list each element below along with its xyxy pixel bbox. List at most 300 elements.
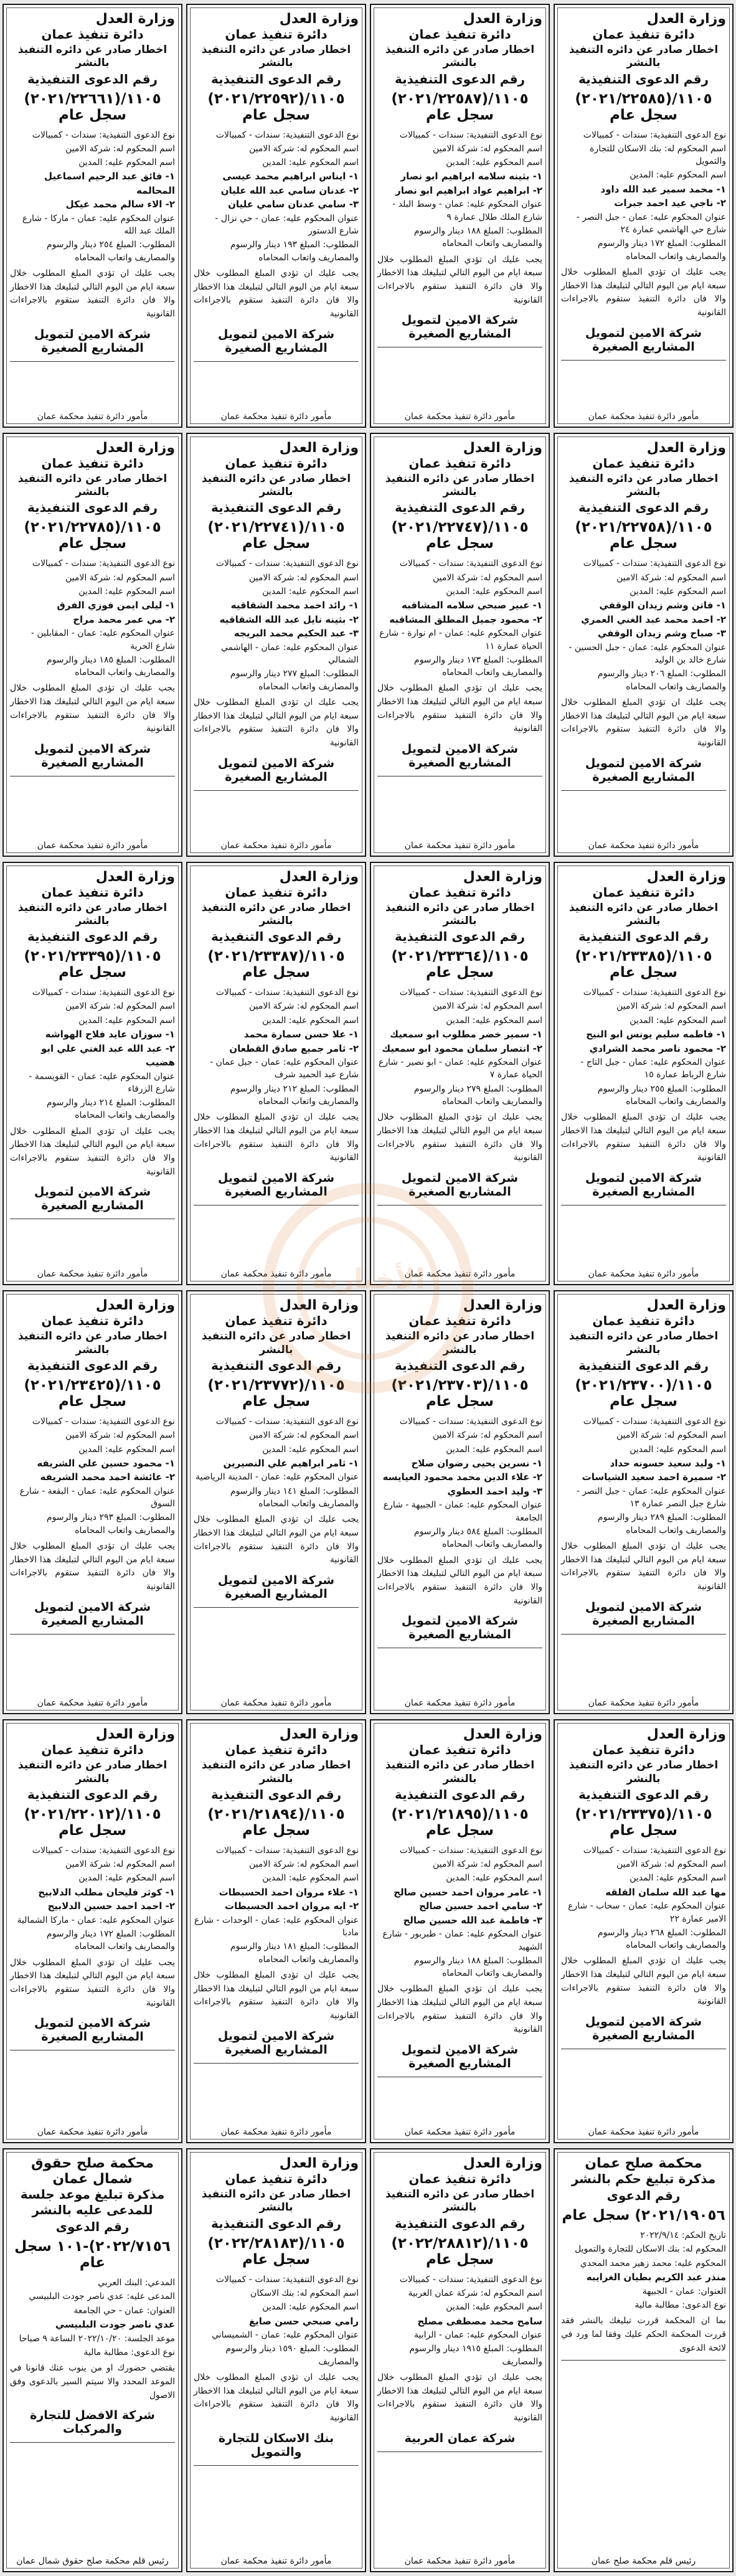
case-type-line: نوع الدعوى التنفيذية: سندات - كمبيالات — [399, 988, 542, 998]
party-name: ١- سمير خضر مطلوب ابو سمعيك — [390, 1029, 542, 1040]
company-name: شركة الامين لتمويل المشاريع الصغيرة — [401, 2043, 519, 2071]
ministry-title: وزارة العدل — [279, 11, 359, 27]
address-line: عنوان المحكوم عليه: عمان - الرابية — [413, 2330, 542, 2341]
decision-title: اخطار صادر عن دائره التنفيذ بالنشر — [569, 472, 719, 499]
department-title: دائرة تنفيذ عمان — [592, 455, 695, 471]
case-label: رقم الدعوى التنفيذية — [210, 71, 342, 87]
address-line: عنوان المحكوم عليه: عمان - جبل عمان - شارع عبد الحميد شرف — [209, 1057, 359, 1080]
decision-title: اخطار صادر عن دائره التنفيذ بالنشر — [201, 1759, 351, 1785]
decision-title: اخطار صادر عن دائره التنفيذ بالنشر — [17, 1759, 167, 1785]
judgment-for-line: اسم المحكوم له: شركة الامين — [432, 143, 542, 154]
case-number: ١١٠٥/(٢٠٢١/٢٢٦٦١) سجل عام — [24, 90, 161, 123]
department-title: دائرة تنفيذ عمان — [408, 1742, 511, 1758]
address-line: عنوان المحكوم عليه: عمان - الجبيهة - شارع الجامعة — [383, 1500, 542, 1523]
divider — [10, 2442, 175, 2443]
case-label: رقم الدعوى التنفيذية — [27, 1786, 158, 1802]
notice-body: يجب عليك ان تؤدي المبلغ المطلوب خلال سبعة ايام من اليوم التالي لتبليغك هذا الاخطار والا فان دائرة التنفيذ ستقوم بالاجراءات القانونية — [561, 267, 726, 318]
notice-footer: رئيس قلم محكمة صلح عمان — [591, 2555, 696, 2566]
ministry-title: وزارة العدل — [463, 869, 542, 885]
case-type-line: نوع الدعوى التنفيذية: سندات - كمبيالات — [215, 988, 359, 998]
amount-line: المطلوب: المبلغ ١٨٨ دينار والرسوم والمصاريف واتعاب المحاماه — [413, 1955, 542, 1979]
party-name: ٣- فاطمة عبد الله حسين صالح — [403, 1914, 542, 1926]
company-name: شركة الامين لتمويل المشاريع الصغيرة — [401, 1614, 519, 1642]
ministry-title: وزارة العدل — [279, 2156, 359, 2172]
notice-box — [186, 4, 366, 428]
judgment-for-line: اسم المحكوم له: شركة الامين — [248, 1001, 359, 1012]
party-name: ٢- احمد احمد حسين الدلابيح — [47, 1900, 175, 1912]
case-type-line: نوع الدعوى التنفيذية: سندات - كمبيالات — [215, 1416, 359, 1427]
amount-line: المطلوب: المبلغ ١٨٨ دينار والرسوم والمصاريف واتعاب المحاماه — [413, 225, 542, 249]
ministry-title: وزارة العدل — [279, 1298, 359, 1314]
judgment-for-line: اسم المحكوم له: شركة الامين — [432, 572, 542, 583]
notice-box — [370, 1719, 550, 2143]
company-name: شركة الامين لتمويل المشاريع الصغيرة — [585, 756, 702, 784]
parties-list — [377, 1885, 542, 1928]
judgment-against-line: اسم المحكوم عليه: المدين — [630, 1444, 726, 1455]
department-title: دائرة تنفيذ عمان — [408, 884, 511, 900]
ministry-title: وزارة العدل — [646, 1727, 726, 1743]
notice-body: يجب عليك ان تؤدي المبلغ المطلوب خلال سبعة ايام من اليوم التالي لتبليغك هذا الاخطار والا فان دائرة التنفيذ ستقوم بالاجراءات القانونية — [561, 1112, 726, 1163]
notice-footer: مأمور دائرة تنفيذ محكمة عمان — [220, 2555, 332, 2566]
party-name: ١- محمد سمير عبد الله داود — [600, 183, 726, 195]
party-name: ١- رائد احمد محمد الشقاقيه — [230, 600, 359, 611]
notice-body: يجب عليك ان تؤدي المبلغ المطلوب خلال سبعة ايام من اليوم التالي لتبليغك هذا الاخطار والا فان دائرة التنفيذ ستقوم بالاجراءات القانونية — [194, 1112, 359, 1163]
party-name: ٢- عبد الله عبد الغني علي ابو هضيب — [40, 1042, 175, 1069]
case-type-line: نوع الدعوى التنفيذية: سندات - كمبيالات — [215, 130, 359, 140]
case-label: رقم الدعوى التنفيذية — [394, 2215, 526, 2231]
judgment-against-line: اسم المحكوم عليه: المدين — [262, 1015, 359, 1026]
notice-box — [554, 4, 734, 428]
judgment-against-line: اسم المحكوم عليه: المدين — [262, 158, 359, 168]
notice-footer: مأمور دائرة تنفيذ محكمة عمان — [404, 2127, 516, 2138]
department-title: دائرة تنفيذ عمان — [41, 455, 144, 471]
amount-line: المطلوب: المبلغ ٢٥٤ دينار والرسوم والمصاريف واتعاب المحاماه — [46, 240, 175, 263]
notice-box — [2, 1290, 182, 1714]
address-line: عنوان المحكوم عليه: عمان - جبل الحسين - شارع خالد بن الوليد — [569, 642, 726, 666]
notice-body: يجب عليك ان تؤدي المبلغ المطلوب خلال سبعة ايام من اليوم التالي لتبليغك هذا الاخطار والا فان دائرة التنفيذ ستقوم بالاجراءات القانونية — [561, 1541, 726, 1592]
case-label: رقم الدعوى التنفيذية — [578, 500, 709, 516]
judgment-for-line: اسم المحكوم له: شركة الامين — [65, 572, 175, 583]
decision-title: اخطار صادر عن دائره التنفيذ بالنشر — [385, 1330, 535, 1356]
notice-box — [2, 1719, 182, 2143]
parties-list — [561, 1027, 726, 1055]
address-line: عنوان المحكوم عليه: عمان - الوحدات - شارع مادبا — [194, 1915, 359, 1938]
ministry-title: محكمة صلح حقوق شمال عمان — [31, 2156, 154, 2187]
address-line: موعد الجلسة: ٢٠٢٢/١٠/٢٠ الساعة ٩ صباحا — [19, 2333, 175, 2344]
decision-title: اخطار صادر عن دائره التنفيذ بالنشر — [385, 44, 535, 70]
notice-body: يجب عليك ان تؤدي المبلغ المطلوب خلال سبعة ايام من اليوم التالي لتبليغك هذا الاخطار والا فان دائرة التنفيذ ستقوم بالاجراءات القانونية — [377, 683, 542, 734]
address-line: عنوان المحكوم عليه: عمان - ماركا الشمالية — [17, 1915, 175, 1925]
amount-line: المطلوب: المبلغ ٢١٤ دينار والرسوم والمصاريف واتعاب المحاماه — [46, 1098, 175, 1121]
parties-list — [377, 169, 542, 197]
notice-body: يجب عليك ان تؤدي المبلغ المطلوب خلال سبعة ايام من اليوم التالي لتبليغك هذا الاخطار والا فان دائرة التنفيذ ستقوم بالاجراءات القانونية — [561, 697, 726, 748]
case-number: ١١٠٥/(٢٠٢١/٢٢٧٥٨) سجل عام — [575, 519, 712, 552]
case-label: رقم الدعوى التنفيذية — [394, 1357, 526, 1373]
department-title: دائرة تنفيذ عمان — [225, 1313, 328, 1329]
case-number: ١١٠٥/(٢٠٢٢/٢٨٨١٢) سجل عام — [391, 2235, 529, 2268]
case-label: رقم الدعوى التنفيذية — [210, 929, 342, 945]
notice-footer: مأمور دائرة تنفيذ محكمة عمان — [404, 2555, 516, 2566]
decision-title: اخطار صادر عن دائره التنفيذ بالنشر — [385, 1759, 535, 1785]
notice-footer: مأمور دائرة تنفيذ محكمة عمان — [404, 1698, 516, 1709]
case-type-line: نوع الدعوى التنفيذية: سندات - كمبيالات — [32, 1845, 175, 1856]
ministry-title: وزارة العدل — [95, 1727, 175, 1743]
notice-footer: مأمور دائرة تنفيذ محكمة عمان — [220, 411, 332, 422]
party-name: ١- عامر مروان احمد حسين صالح — [394, 1886, 542, 1898]
company-name: شركة الامين لتمويل المشاريع الصغيرة — [401, 313, 519, 341]
department-title: دائرة تنفيذ عمان — [408, 27, 511, 42]
case-type-line: نوع الدعوى التنفيذية: سندات - كمبيالات — [215, 1845, 359, 1856]
ministry-title: وزارة العدل — [279, 869, 359, 885]
address-line: عنوان المحكوم عليه: عمان - المدينة الرياضية — [196, 1472, 359, 1483]
decision-title: اخطار صادر عن دائره التنفيذ بالنشر — [569, 44, 719, 70]
parties-list — [10, 1456, 175, 1484]
decision-title: اخطار صادر عن دائره التنفيذ بالنشر — [569, 1759, 719, 1785]
parties-list — [377, 1027, 542, 1055]
case-number: ١١٠٥/(٢٠٢١/٢٣٣٨٧) سجل عام — [207, 948, 345, 981]
notice-body: يجب عليك ان تؤدي المبلغ المطلوب خلال سبعة ايام من اليوم التالي لتبليغك هذا الاخطار والا فان دائرة التنفيذ ستقوم بالاجراءات القانونية — [10, 1541, 175, 1592]
party-name: ٢- مي عمر محمد مراح — [73, 613, 175, 625]
judgment-for-line: اسم المحكوم له: شركة الامين — [65, 1430, 175, 1441]
party-name: ١- ليلى ايمن فوزي الفرق — [57, 600, 175, 611]
department-title: دائرة تنفيذ عمان — [408, 2171, 511, 2187]
party-name: ١- علاء مروان احمد الحسبطات — [219, 1886, 359, 1898]
party-name: ١- ثامر ابراهيم علي النصيرين — [223, 1457, 359, 1469]
notice-body: يجب عليك ان تؤدي المبلغ المطلوب خلال سبعة ايام من اليوم التالي لتبليغك هذا الاخطار والا فان دائرة التنفيذ ستقوم بالاجراءات القانونية — [194, 2372, 359, 2423]
department-title: دائرة تنفيذ عمان — [408, 455, 511, 471]
notice-box — [186, 2148, 366, 2572]
divider — [561, 360, 726, 361]
judgment-for-line: اسم المحكوم له: بنك الاسكان — [250, 2288, 359, 2298]
decision-title: اخطار صادر عن دائره التنفيذ بالنشر — [17, 44, 167, 70]
judgment-against-line: اسم المحكوم عليه: المدين — [446, 1444, 542, 1455]
party-name: رامي صبحي حسن صايغ — [248, 2315, 359, 2327]
ministry-title: وزارة العدل — [279, 1727, 359, 1743]
party-name: ٢- انتصار سلمان محمود ابو سمعيك — [382, 1042, 542, 1054]
notice-box — [554, 433, 734, 857]
case-label: رقم الدعوى التنفيذية — [210, 1786, 342, 1802]
case-label: رقم الدعوى التنفيذية — [394, 71, 526, 87]
notice-body: يجب عليك ان تؤدي المبلغ المطلوب خلال سبعة ايام من اليوم التالي لتبليغك هذا الاخطار والا فان دائرة التنفيذ ستقوم بالاجراءات القانونية — [194, 697, 359, 748]
amount-line: المطلوب: المبلغ ١٩٣ دينار والرسوم والمصاريف واتعاب المحاماه — [230, 240, 359, 263]
parties-list — [561, 1456, 726, 1484]
parties-list — [194, 1456, 359, 1471]
notice-box — [2, 433, 182, 857]
judgment-against-line: اسم المحكوم عليه: المدين — [78, 1444, 175, 1455]
divider — [194, 361, 359, 362]
case-number: ١١٠٥/(٢٠٢١/٢٣٣٨٥) سجل عام — [575, 948, 712, 981]
party-name: ٢- ايه مروان احمد الحسبطات — [225, 1900, 359, 1912]
party-name: ٣- سامي عدنان سامي عليان — [228, 199, 359, 210]
notice-footer: مأمور دائرة تنفيذ محكمة عمان — [220, 840, 332, 851]
parties-list — [194, 2314, 359, 2329]
address-line: العنوان: عمان - الجبيهة — [642, 2286, 726, 2296]
amount-line: المطلوب: المبلغ ١٩١٥ دينار والرسوم والمصاريف — [409, 2344, 542, 2367]
address-line: عنوان المحكوم عليه: عمان - ابو نصير - شارع الحياة عمارة ٧ — [378, 1057, 542, 1080]
case-label: رقم الدعوى — [606, 2188, 681, 2204]
judgment-for-line: اسم المحكوم له: شركة الامين — [248, 572, 359, 583]
judgment-against-line: اسم المحكوم عليه: المدين — [446, 586, 542, 597]
case-number: ١١٠٥/(٢٠٢١/٢٣٤٢٥) سجل عام — [24, 1377, 161, 1410]
decision-title: اخطار صادر عن دائره التنفيذ بالنشر — [385, 901, 535, 927]
judgment-for-line: المدعى عليه: عدي ناصر جودت البلبيسي — [29, 2291, 175, 2302]
company-name: شركة عمان العربية — [404, 2431, 516, 2445]
decision-title: اخطار صادر عن دائره التنفيذ بالنشر — [569, 901, 719, 927]
judgment-for-line: اسم المحكوم له: شركة عمان العربية — [408, 2288, 542, 2298]
company-name: شركة الامين لتمويل المشاريع الصغيرة — [217, 327, 335, 355]
case-label: رقم الدعوى التنفيذية — [27, 929, 158, 945]
department-title: دائرة تنفيذ عمان — [41, 884, 144, 900]
parties-list — [10, 1885, 175, 1913]
judgment-against-line: اسم المحكوم عليه: المدين — [262, 586, 359, 597]
divider — [561, 790, 726, 791]
parties-list — [561, 598, 726, 641]
department-title: دائرة تنفيذ عمان — [225, 1742, 328, 1758]
case-number: ١١٠٥/(٢٠٢١/٢٢٧٤٧) سجل عام — [391, 519, 529, 552]
address-line: عنوان المحكوم عليه: عمان - حي نزال - شارع الدستور — [215, 213, 359, 237]
judgment-against-line: اسم المحكوم عليه: المدين — [630, 1015, 726, 1026]
ministry-title: وزارة العدل — [95, 1298, 175, 1314]
case-label: رقم الدعوى التنفيذية — [210, 500, 342, 516]
case-number: ١١٠٥/(٢٠٢١/٢٣٣٧٥) سجل عام — [575, 1806, 712, 1839]
amount-line: المطلوب: المبلغ ٢٩٣ دينار والرسوم والمصاريف واتعاب المحاماه — [46, 1512, 175, 1536]
case-label: رقم الدعوى التنفيذية — [210, 1357, 342, 1373]
party-name: عدي ناصر جودت البلبيسي — [55, 2319, 175, 2331]
divider — [561, 2360, 726, 2361]
party-name: ١- محمود حسين علي الشريفه — [37, 1457, 175, 1469]
judgment-for-line: اسم المحكوم له: شركة الامين — [616, 1859, 726, 1870]
company-name: شركة الامين لتمويل المشاريع الصغيرة — [34, 1600, 151, 1628]
decision-title: اخطار صادر عن دائره التنفيذ بالنشر — [385, 2188, 535, 2214]
judgment-against-line: اسم المحكوم عليه: المدين — [630, 1873, 726, 1884]
case-number: ١١٠٥/(٢٠٢١/٢١٨٩٤) سجل عام — [207, 1806, 345, 1839]
company-name: شركة الامين لتمويل المشاريع الصغيرة — [585, 326, 702, 354]
parties-list — [10, 598, 175, 626]
case-type-line: نوع الدعوى التنفيذية: سندات - كمبيالات — [399, 1416, 542, 1427]
judgment-against-line: اسم المحكوم عليه: المدين — [446, 2302, 542, 2313]
parties-list — [194, 169, 359, 212]
party-name: ٢- بثينه نايل عبد الله الشقاقيه — [219, 613, 359, 625]
case-type-line: نوع الدعوى التنفيذية: سندات - كمبيالات — [32, 1416, 175, 1427]
ministry-title: وزارة العدل — [463, 1298, 542, 1314]
department-title: دائرة تنفيذ عمان — [592, 884, 695, 900]
case-type-line: نوع الدعوى التنفيذية: سندات - كمبيالات — [399, 130, 542, 140]
amount-line: المطلوب: المبلغ ٢٦٨ دينار والرسوم والمصاريف واتعاب المحاماه — [597, 1927, 726, 1951]
decision-title: اخطار صادر عن دائره التنفيذ بالنشر — [17, 901, 167, 927]
party-name: منذر عبد الكريم بطيان الغرايبه — [586, 2272, 726, 2283]
ministry-title: وزارة العدل — [646, 440, 726, 456]
judgment-for-line: اسم المحكوم له: شركة الامين — [616, 572, 726, 583]
party-name: سامح محمد مصطفى مصلح — [417, 2315, 542, 2327]
parties-list — [561, 1885, 726, 1900]
party-name: ١- سوزان عايد فلاح الهواشه — [45, 1029, 175, 1040]
case-number: ١١٠٥/(٢٠٢٢/٢٨١٨٣) سجل عام — [207, 2235, 345, 2268]
company-name: شركة الامين لتمويل المشاريع الصغيرة — [34, 327, 151, 355]
department-title: دائرة تنفيذ عمان — [408, 1313, 511, 1329]
party-name: ١- ايناس ابراهيم محمد عيسى — [222, 171, 359, 182]
notice-footer: مأمور دائرة تنفيذ محكمة عمان — [37, 2127, 148, 2138]
party-name: ١- نسرين يحيى رضوان صلاح — [411, 1457, 542, 1469]
company-name: بنك الاسكان للتجارة والتمويل — [218, 2431, 334, 2459]
parties-list — [194, 1027, 359, 1055]
ministry-title: محكمة صلح عمان — [585, 2156, 702, 2172]
case-number: ١١٠٥/(٢٠٢١/٢٣٣٦٤) سجل عام — [391, 948, 529, 981]
notice-footer: مأمور دائرة تنفيذ محكمة عمان — [37, 411, 148, 422]
ministry-title: وزارة العدل — [463, 1727, 542, 1743]
notice-body: يجب عليك ان تؤدي المبلغ المطلوب خلال سبعة ايام من اليوم التالي لتبليغك هذا الاخطار والا فان دائرة التنفيذ ستقوم بالاجراءات القانونية — [10, 1957, 175, 2008]
notice-body: يقتضي حضورك او من ينوب عنك قانونا في الموعد المحدد والا سيتم السير بالدعوى وفق الاصول — [10, 2363, 175, 2400]
party-name: ٢- الاء سالم محمد عيكل — [65, 199, 175, 210]
judgment-against-line: اسم المحكوم عليه: المدين — [446, 1873, 542, 1884]
parties-list — [10, 169, 175, 212]
judgment-for-line: اسم المحكوم له: شركة الامين — [65, 143, 175, 154]
case-number: ١١٠٥/(٢٠٢١/٢٢٧٤١) سجل عام — [207, 519, 345, 552]
amount-line: المطلوب: المبلغ ١٥٩٠ دينار والرسوم والمصاريف — [225, 2344, 359, 2367]
judgment-for-line: اسم المحكوم له: بنك الاسكان للتجارة والتمويل — [590, 143, 726, 167]
party-name: مها عبد الله سلمان القلقه — [605, 1886, 726, 1898]
party-name: ١- علا حسن سمارة محمد — [243, 1029, 359, 1040]
notice-body: بما ان المحكمة قررت تبليغك بالنشر فقد قررت المحكمة الحكم عليك وفقا لما ورد في لائحة الدعوى — [561, 2316, 726, 2353]
department-title: دائرة تنفيذ عمان — [225, 2171, 328, 2187]
notice-box — [370, 1290, 550, 1714]
divider — [194, 2465, 359, 2466]
notice-body: يجب عليك ان تؤدي المبلغ المطلوب خلال سبعة ايام من اليوم التالي لتبليغك هذا الاخطار والا فان دائرة التنفيذ ستقوم بالاجراءات القانونية — [194, 268, 359, 319]
case-type-line: نوع الدعوى التنفيذية: سندات - كمبيالات — [583, 559, 726, 569]
company-name: شركة الامين لتمويل المشاريع الصغيرة — [217, 1171, 335, 1199]
judgment-against-line: اسم المحكوم عليه: المدين — [262, 1873, 359, 1884]
department-title: دائرة تنفيذ عمان — [41, 1313, 144, 1329]
address-line: عنوان المحكوم عليه: عمان - الهاشمي الشمالي — [221, 642, 359, 666]
amount-line: المطلوب: المبلغ ١٧٢ دينار والرسوم والمصاريف واتعاب المحاماه — [597, 238, 726, 262]
notice-box — [2, 2148, 182, 2572]
department-title: دائرة تنفيذ عمان — [592, 1742, 695, 1758]
decision-title: اخطار صادر عن دائره التنفيذ بالنشر — [569, 1330, 719, 1356]
case-label: رقم الدعوى التنفيذية — [27, 71, 158, 87]
amount-line: نوع الدعوى: مطالبة مالية — [635, 2300, 726, 2310]
notice-footer: مأمور دائرة تنفيذ محكمة عمان — [404, 840, 516, 851]
party-name: ٢- ناجي عيد احمد جبرات — [614, 197, 726, 209]
notice-footer: مأمور دائرة تنفيذ محكمة عمان — [588, 411, 699, 422]
notice-body: يجب عليك ان تؤدي المبلغ المطلوب خلال سبعة ايام من اليوم التالي لتبليغك هذا الاخطار والا فان دائرة التنفيذ ستقوم بالاجراءات القانونية — [377, 1984, 542, 2035]
party-name: ٢- احمد محمد عبد الغني العمري — [581, 613, 726, 625]
ministry-title: وزارة العدل — [646, 11, 726, 27]
party-name: ١- فائق عبد الرحيم اسماعيل المحالمه — [44, 171, 175, 196]
ministry-title: وزارة العدل — [95, 440, 175, 456]
case-number: ١١٠٥/(٢٠٢١/٢٢٧٨٥) سجل عام — [24, 519, 161, 552]
decision-title: اخطار صادر عن دائره التنفيذ بالنشر — [201, 901, 351, 927]
decision-title: اخطار صادر عن دائره التنفيذ بالنشر — [201, 44, 351, 70]
divider — [10, 361, 175, 362]
parties-list — [377, 598, 542, 626]
party-name: ٢- محمود جميل المطلق المشاقبه — [389, 613, 542, 625]
case-number: ١١٠٥/(٢٠٢١/٢٣٣٩٥) سجل عام — [24, 948, 161, 981]
case-label: رقم الدعوى التنفيذية — [210, 2215, 342, 2231]
case-label: رقم الدعوى التنفيذية — [394, 929, 526, 945]
divider — [194, 790, 359, 791]
case-label: رقم الدعوى التنفيذية — [394, 1786, 526, 1802]
ministry-title: وزارة العدل — [463, 11, 542, 27]
party-name: ١- فاتن وشم زيدان الوقفي — [599, 600, 726, 611]
department-title: مذكرة تبليغ حكم بالنشر — [571, 2171, 716, 2187]
judgment-for-line: المحكوم له: بنك الاسكان للتجارة والتمويل — [575, 2244, 726, 2255]
amount-line: المطلوب: المبلغ ٢٠٦ دينار والرسوم والمصاريف واتعاب المحاماه — [597, 669, 726, 692]
case-number: ١١٠٥/(٢٠٢١/٢١٨٩٥) سجل عام — [391, 1806, 529, 1839]
parties-list — [194, 598, 359, 641]
amount-line: المطلوب: المبلغ ١٧٢ دينار والرسوم والمصاريف واتعاب المحاماه — [46, 1929, 175, 1952]
case-type-line: نوع الدعوى التنفيذية: سندات - كمبيالات — [399, 1845, 542, 1856]
notice-body: يجب عليك ان تؤدي المبلغ المطلوب خلال سبعة ايام من اليوم التالي لتبليغك هذا الاخطار والا فان دائرة التنفيذ ستقوم بالاجراءات القانونية — [194, 1970, 359, 2021]
decision-title: اخطار صادر عن دائره التنفيذ بالنشر — [17, 1330, 167, 1356]
address-line: عنوان المحكوم عليه: عمان - جبل التاج - شارع الرباط عمارة ١٥ — [580, 1057, 726, 1080]
party-name: ١- كوثر فليحان مطلب الدلابيح — [38, 1886, 175, 1898]
company-name: شركة الامين لتمويل المشاريع الصغيرة — [401, 742, 519, 770]
address-line: عنوان المحكوم عليه: عمان - البقعة - شارع السوق — [19, 1486, 175, 1509]
party-name: ٣- عبد الحكيم محمد البريجه — [234, 628, 359, 639]
case-number: ١١٠٥/(٢٠٢١/٢٣٧٠٣) سجل عام — [391, 1377, 529, 1410]
parties-list — [10, 2318, 175, 2332]
divider — [10, 1634, 175, 1635]
department-title: دائرة تنفيذ عمان — [225, 884, 328, 900]
notice-footer: مأمور دائرة تنفيذ محكمة عمان — [220, 1269, 332, 1280]
case-type-line: نوع الدعوى التنفيذية: سندات - كمبيالات — [583, 1845, 726, 1856]
address-line: عنوان المحكوم عليه: عمان - سحاب - شارع الامير عمارة ٢٢ — [568, 1901, 726, 1924]
divider — [194, 1607, 359, 1608]
divider — [194, 2063, 359, 2064]
notice-body: يجب عليك ان تؤدي المبلغ المطلوب خلال سبعة ايام من اليوم التالي لتبليغك هذا الاخطار والا فان دائرة التنفيذ ستقوم بالاجراءات القانونية — [377, 2372, 542, 2423]
case-type-line: نوع الدعوى التنفيذية: سندات - كمبيالات — [215, 2274, 359, 2285]
amount-line: نوع الدعوى: مطالبة مالية — [83, 2347, 175, 2357]
notice-box — [2, 4, 182, 428]
notice-box — [186, 1290, 366, 1714]
party-name: ٢- سامي احمد حسين صالح — [418, 1900, 542, 1912]
judgment-for-line: اسم المحكوم له: شركة الامين — [432, 1001, 542, 1012]
address-line: عنوان المحكوم عليه: عمان - القويسمة - شارع الزرقاء — [29, 1071, 175, 1094]
ministry-title: وزارة العدل — [279, 440, 359, 456]
case-type-line: نوع الدعوى التنفيذية: سندات - كمبيالات — [399, 559, 542, 569]
notice-footer: مأمور دائرة تنفيذ محكمة عمان — [588, 840, 699, 851]
amount-line: المطلوب: المبلغ ٢٥٥ دينار والرسوم والمصاريف واتعاب المحاماه — [597, 1083, 726, 1106]
address-line: عنوان المحكوم عليه: عمان - وسط البلد - شارع الملك طلال عمارة ٩ — [392, 199, 542, 222]
company-name: شركة الامين لتمويل المشاريع الصغيرة — [217, 1573, 335, 1602]
case-number: ١١٠٥/(٢٠٢١/٢٢٥٩٢) سجل عام — [207, 90, 345, 123]
address-line: عنوان المحكوم عليه: عمان - الشميساني — [212, 2330, 359, 2341]
amount-line: المطلوب: المبلغ ١٨٥ دينار والرسوم والمصاريف واتعاب المحاماه — [46, 654, 175, 678]
notice-box — [370, 2148, 550, 2572]
notice-body: يجب عليك ان تؤدي المبلغ المطلوب خلال سبعة ايام من اليوم التالي لتبليغك هذا الاخطار والا فان دائرة التنفيذ ستقوم بالاجراءات القانونية — [10, 1126, 175, 1177]
department-title: دائرة تنفيذ عمان — [225, 455, 328, 471]
notice-body: يجب عليك ان تؤدي المبلغ المطلوب خلال سبعة ايام من اليوم التالي لتبليغك هذا الاخطار والا فان دائرة التنفيذ ستقوم بالاجراءات القانونية — [561, 1956, 726, 2007]
amount-line: المطلوب: المبلغ ١٨١ دينار والرسوم والمصاريف واتعاب المحاماه — [230, 1941, 359, 1965]
party-name: ٣- صباح وشم زيدان الوقفي — [597, 628, 726, 639]
judgment-for-line: اسم المحكوم له: شركة الامين — [616, 1430, 726, 1441]
notice-body: يجب عليك ان تؤدي المبلغ المطلوب خلال سبعة ايام من اليوم التالي لتبليغك هذا الاخطار والا فان دائرة التنفيذ ستقوم بالاجراءات القانونية — [377, 254, 542, 305]
party-name: ٢- محمود ناصر محمد الشرادي — [589, 1042, 726, 1054]
department-title: دائرة تنفيذ عمان — [592, 1313, 695, 1329]
judgment-for-line: اسم المحكوم له: شركة الامين — [616, 1001, 726, 1012]
judgment-against-line: اسم المحكوم عليه: المدين — [446, 158, 542, 168]
case-type-line: نوع الدعوى التنفيذية: سندات - كمبيالات — [583, 988, 726, 998]
address-line: عنوان المحكوم عليه: عمان - ماركا - شارع الملك عبد الله — [22, 213, 175, 237]
notice-footer: مأمور دائرة تنفيذ محكمة عمان — [588, 1269, 699, 1280]
party-name: ٢- علاء الدين محمد محمود العيايسه — [382, 1471, 542, 1483]
notice-box — [2, 862, 182, 1286]
amount-line: المطلوب: المبلغ ٥٨٤ دينار والرسوم والمصاريف واتعاب المحاماه — [413, 1526, 542, 1550]
notice-body: يجب عليك ان تؤدي المبلغ المطلوب خلال سبعة ايام من اليوم التالي لتبليغك هذا الاخطار والا فان دائرة التنفيذ ستقوم بالاجراءات القانونية — [10, 683, 175, 734]
company-name: شركة الامين لتمويل المشاريع الصغيرة — [217, 2029, 335, 2057]
company-name: شركة الامين لتمويل المشاريع الصغيرة — [585, 1171, 702, 1199]
address-line: عنوان المحكوم عليه: عمان - ام نوارة - شارع الحياة عمارة ١١ — [379, 628, 542, 651]
notice-footer: مأمور دائرة تنفيذ محكمة عمان — [404, 1269, 516, 1280]
